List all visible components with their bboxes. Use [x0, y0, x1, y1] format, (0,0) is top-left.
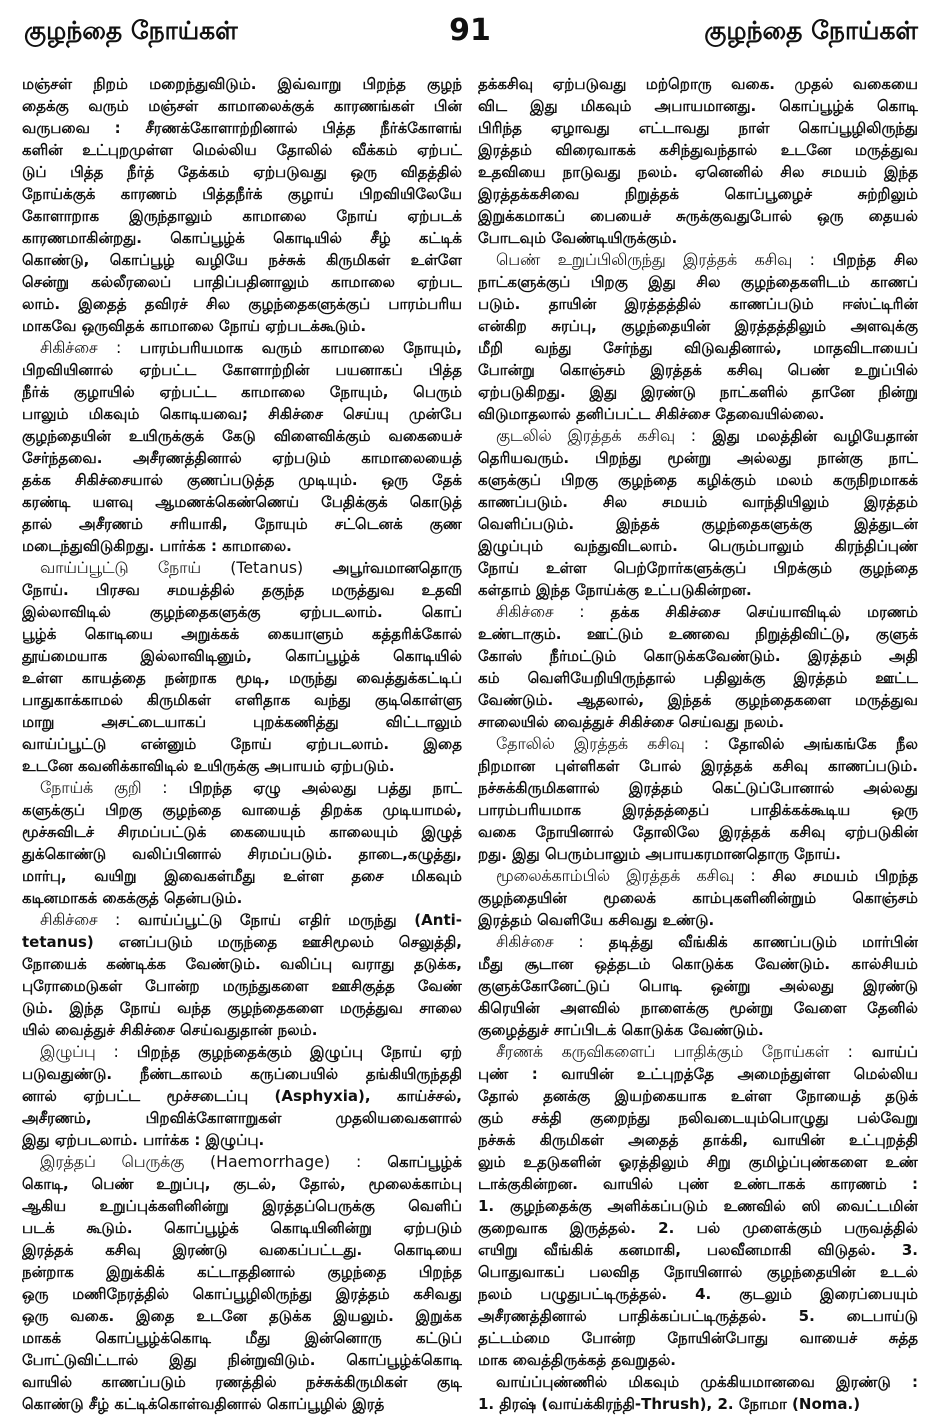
text-line — [22, 139, 462, 161]
line-text: உதவியை நாடுவது நலம். ஏனெனில் சில சமயம் இந்த — [478, 163, 918, 181]
text-line — [478, 205, 918, 227]
line-text: நீர்க் குழாயில் ஏற்பட்ட காமாலை நோயும், பெரும் — [22, 383, 462, 401]
line-text: பிரிந்த ஏழாவது எட்டாவது நாள் கொப்பூழிலிருந்து — [478, 119, 918, 137]
text-line — [22, 953, 462, 975]
text-line — [478, 403, 918, 425]
line-text: இது மலத்தின் வழியேதான் — [696, 427, 918, 445]
text-line — [478, 931, 918, 953]
line-text: வாய்ப்பூட்டு நோய் எதிர் மருந்து (Anti- — [120, 911, 462, 929]
line-text: படக் கூடும். கொப்பூழ்க் கொடியினின்று ஏற்படும் — [22, 1219, 462, 1237]
text-line — [22, 447, 462, 469]
text-line — [478, 161, 918, 183]
text-line — [22, 271, 462, 293]
text-line — [478, 821, 918, 843]
line-text: இரத்தம் வெளியே கசிவது உண்டு. — [478, 911, 715, 929]
text-line — [22, 205, 462, 227]
text-line — [478, 1041, 918, 1063]
text-line — [478, 139, 918, 161]
line-text: றது. இது பெரும்பாலும் அபாயகரமானதொரு நோய். — [478, 845, 841, 863]
page-number: 91 — [449, 13, 491, 48]
paragraph — [22, 1151, 462, 1415]
paragraph-heading: வாய்ப்பூட்டு நோய் (Tetanus) — [40, 558, 304, 577]
line-text: பாதுகாக்காமல் கிருமிகள் எளிதாக வந்து குடிகொள்ளு — [22, 691, 462, 709]
text-line — [478, 799, 918, 821]
text-line — [478, 183, 918, 205]
line-text: குழைத்துச் சாப்பிடக் கொடுக்க வேண்டும். — [478, 1021, 764, 1039]
line-text: பிறந்த குழந்தைக்கும் இழுப்பு நோய் ஏற் — [118, 1043, 462, 1061]
line-text: லாம். இதைத் தவிரச் சில குழந்தைகளுக்குப் பாரம்பரிய — [22, 295, 462, 313]
text-line — [478, 535, 918, 557]
paragraph — [22, 337, 462, 557]
text-line — [478, 1349, 918, 1371]
line-text: வேண்டும். ஆதலால், இந்தக் குழந்தைகளை மருத்துவ — [478, 691, 918, 709]
text-line — [478, 1261, 918, 1283]
text-line — [22, 293, 462, 315]
line-text: tetanus) எனப்படும் மருந்தை ஊசிமூலம் செலுத்தி, — [22, 933, 462, 951]
text-line — [22, 799, 462, 821]
text-line — [478, 711, 918, 733]
paragraph — [22, 1041, 462, 1151]
line-text: குழந்தையின் மூலைக் காம்புகளினின்றும் கொஞ்சம் — [478, 889, 918, 907]
line-text: கள்தாம் இந்த நோய்க்கு உட்படுகின்றன. — [478, 581, 752, 599]
line-text: துக்கொண்டு வலிப்பினால் சிரமப்படும். தாடை,கழுத்து, — [22, 845, 462, 863]
paragraph — [478, 1371, 918, 1415]
line-text: மடைந்துவிடுகிறது. பார்க்க : காமாலை. — [22, 537, 292, 555]
line-text: வெளிப்படும். இந்தக் குழந்தைகளுக்கு இத்துடன் — [478, 515, 918, 533]
line-text: கோளாறாக இருந்தாலும் காமாலை நோய் ஏற்படக் — [22, 207, 462, 225]
text-line — [478, 1327, 918, 1349]
text-line — [22, 1283, 462, 1305]
text-line — [478, 425, 918, 447]
line-text: மஞ்சள் நிறம் மறைந்துவிடும். இவ்வாறு பிறந்த குழந் — [22, 75, 462, 93]
line-text: கொடி, பெண் உறுப்பு, குடல், தோல், மூலைக்காம்பு — [22, 1175, 462, 1193]
line-text: பிறந்த சில — [814, 251, 918, 269]
line-text: பாரம்பரியமாக இரத்தத்தைப் பாதிக்கக்கூடிய ஒரு — [478, 801, 918, 819]
line-text: வாய்ப் — [852, 1043, 918, 1061]
line-text: யில் வைத்துச் சிகிச்சை செய்வதுதான் நலம். — [22, 1021, 318, 1039]
text-line — [22, 1261, 462, 1283]
text-line — [22, 513, 462, 535]
text-line — [22, 843, 462, 865]
text-line — [22, 535, 462, 557]
text-line — [478, 579, 918, 601]
line-text: உள்ள காயத்தை நன்றாக மூடி, மருந்து வைத்துக்கட்டிப் — [22, 669, 462, 687]
line-text: தால் அசீரணம் சரியாகி, நோயும் சட்டெனக் குண — [22, 515, 462, 533]
text-line — [22, 733, 462, 755]
text-line — [22, 931, 462, 953]
text-line — [478, 667, 918, 689]
text-line — [478, 1063, 918, 1085]
line-text: நோய். பிரசவ சமயத்தில் தகுந்த மருத்துவ உதவி — [22, 581, 462, 599]
line-text: பொதுவாகப் பலவித நோயினால் குழந்தையின் உடல் — [478, 1263, 918, 1281]
paragraph — [478, 733, 918, 865]
line-text: இது ஏற்படலாம். பார்க்க : இழுப்பு. — [22, 1131, 265, 1149]
line-text: ஒரு மணிநேரத்தில் கொப்பூழிலிருந்து இரத்தம் கசிவது — [22, 1285, 462, 1303]
text-line — [22, 359, 462, 381]
paragraph — [478, 865, 918, 931]
text-line — [22, 909, 462, 931]
line-text: லும் உதடுகளின் ஓரத்திலும் சிறு குமிழ்ப்புண்களை உண் — [478, 1153, 918, 1171]
line-text: கிரெயின் அளவில் நாளைக்கு மூன்று வேளை தேனில் — [478, 999, 918, 1017]
line-text: டாக்குகின்றன. வாயில் புண் உண்டாகக் காரணம் : — [478, 1175, 918, 1193]
line-text: விட இது மிகவும் அபாயமானது. கொப்பூழ்க் கொடி — [478, 97, 918, 115]
paragraph-heading: மூலைக்காம்பில் இரத்தக் கசிவு : — [496, 866, 756, 885]
line-text: கம் வெளியேறியிருந்தால் பதிலுக்கு இரத்தம் ஊட்ட — [478, 669, 918, 687]
line-text: மாக வைத்திருக்கத் தவறுதல். — [478, 1351, 677, 1369]
line-text: சென்று கல்லீரலைப் பாதிப்பதினாலும் காமாலை ஏற்பட — [22, 273, 462, 291]
text-line — [478, 843, 918, 865]
line-text: அபூர்வமானதொரு — [303, 559, 462, 577]
paragraph-heading: நோய்க் குறி : — [40, 778, 168, 797]
text-line — [478, 1239, 918, 1261]
text-line — [478, 1107, 918, 1129]
paragraph-heading: சிகிச்சை : — [496, 932, 584, 951]
line-text: போன்று கொஞ்சம் இரத்தக் கசிவு பெண் உறுப்பில் — [478, 361, 918, 379]
text-line — [478, 1085, 918, 1107]
text-line — [478, 1173, 918, 1195]
paragraph — [22, 73, 462, 337]
line-text: வாய்ப்பூட்டு என்னும் நோய் ஏற்படலாம். இதை — [22, 735, 462, 753]
text-line — [478, 469, 918, 491]
text-line — [22, 1217, 462, 1239]
text-line — [478, 689, 918, 711]
text-line — [478, 359, 918, 381]
line-text: ஒரு வகை. இதை உடனே தடுக்க இயலும். இறுக்க — [22, 1307, 462, 1325]
paragraph — [22, 557, 462, 777]
paragraph — [478, 931, 918, 1041]
text-line — [22, 183, 462, 205]
text-line — [22, 161, 462, 183]
line-text: தூய்மையாக இல்லாவிடினும், கொப்பூழ்க் கொடியில் — [22, 647, 462, 665]
line-text: போட்டுவிட்டால் இது நின்றுவிடும். கொப்பூழ்க்கொடி — [22, 1351, 462, 1369]
line-text: குளுக்கோனேட்டுப் பொடி ஒன்று அல்லது இரண்டு — [478, 977, 918, 995]
text-line — [22, 1195, 462, 1217]
line-text: சில சமயம் பிறந்த — [755, 867, 918, 885]
line-text: வாய்ப்புண்ணில் மிகவும் முக்கியமானவை இரண்டு : — [496, 1373, 918, 1391]
text-line — [478, 117, 918, 139]
line-text: நோய்க்குக் காரணம் பித்தநீர்க் குழாய் பிறவியிலேயே — [22, 185, 462, 203]
text-line — [22, 95, 462, 117]
line-text: கொண்டு, கொப்பூழ் வழியே நச்சுக் கிருமிகள் உள்ளே — [22, 251, 462, 269]
line-text: இரத்தக்கசிவை நிறுத்தக் கொப்பூழைச் சுற்றிலும் — [478, 185, 918, 203]
line-text: காரணமாகின்றது. கொப்பூழ்க் கொடியில் சீழ் கட்டிக் — [22, 229, 462, 247]
line-text: கரண்டி யளவு ஆமணக்கெண்ணெய் பேதிக்குக் கொடுத் — [22, 493, 462, 511]
line-text: புண் : வாயின் உட்புறத்தே அமைந்துள்ள மெல்லிய — [478, 1065, 918, 1083]
line-text: டும். இந்த நோய் வந்த குழந்தைகளை மருத்துவ சாலை — [22, 999, 462, 1017]
text-line — [22, 73, 462, 95]
line-text: மூச்சுவிடச் சிரமப்பட்டுக் கையையும் காலையும் இழுத் — [22, 823, 462, 841]
text-line — [22, 865, 462, 887]
text-line — [478, 557, 918, 579]
paragraph — [22, 777, 462, 909]
text-line — [22, 1371, 462, 1393]
text-line — [22, 645, 462, 667]
text-line — [478, 337, 918, 359]
line-text: போடவும் வேண்டியிருக்கும். — [478, 229, 678, 247]
line-text: உண்டாகும். ஊட்டும் உணவை நிறுத்திவிட்டு, குளுக் — [478, 625, 918, 643]
text-line — [22, 777, 462, 799]
text-line — [22, 491, 462, 513]
text-line — [22, 425, 462, 447]
line-text: நச்சுக் கிருமிகள் அதைத் தாக்கி, வாயின் உட்புறத்தி — [478, 1131, 918, 1149]
line-text: மாகக் கொப்பூழ்க்கொடி மீது இன்னொரு கட்டுப் — [22, 1329, 462, 1347]
text-line — [478, 733, 918, 755]
text-line — [22, 975, 462, 997]
text-line — [22, 755, 462, 777]
text-line — [22, 689, 462, 711]
line-text: கொப்பூழ்க் — [361, 1153, 462, 1171]
line-text: கோஸ் நீர்மட்டும் கொடுக்கவேண்டும். இரத்தம் அதி — [478, 647, 918, 665]
text-line — [22, 579, 462, 601]
line-text: நன்றாக இறுக்கிக் கட்டாததினால் குழந்தை பிறந்த — [22, 1263, 462, 1281]
text-line — [478, 997, 918, 1019]
line-text: வருபவை : சீரணக்கோளாற்றினால் பித்த நீர்க்கோளங் — [22, 119, 462, 137]
text-line — [22, 1041, 462, 1063]
line-text: டுப் பித்த நீர்த் தேக்கம் ஏற்படுவது ஒரு விதத்தில் — [22, 163, 462, 181]
line-text: தடித்து வீங்கிக் காணப்படும் மார்பின் — [583, 933, 918, 951]
line-text: தக்க சிகிச்சை செய்யாவிடில் மரணம் — [584, 603, 918, 621]
line-text: தக்கசிவு ஏற்படுவது மற்றொரு வகை. முதல் வகையை — [478, 75, 918, 93]
text-line — [22, 337, 462, 359]
text-line — [22, 117, 462, 139]
line-text: குறைவாக இருத்தல். 2. பல் முளைக்கும் பருவத்தில் — [478, 1219, 918, 1237]
text-line — [22, 711, 462, 733]
text-line — [22, 623, 462, 645]
line-text: தெரியவரும். பிறந்து மூன்று அல்லது நான்கு நாட் — [478, 449, 918, 467]
line-text: தோல் தனக்கு இயற்கையாக உள்ள நோயைத் தடுக் — [478, 1087, 918, 1105]
line-text: 1. குழந்தைக்கு அளிக்கப்படும் உணவில் ஸி வைட்டமின் — [478, 1197, 918, 1215]
line-text: 1. திரஷ் (வாய்க்கிரந்தி-Thrush), 2. நோமா (Noma.) — [478, 1395, 861, 1413]
paragraph-heading: சிகிச்சை : — [40, 910, 121, 929]
text-line — [478, 73, 918, 95]
line-text: இறுக்கமாகப் பையைச் சுருக்குவதுபோல் ஒரு தையல் — [478, 207, 918, 225]
text-line — [22, 1173, 462, 1195]
line-text: எயிறு வீங்கிக் கனமாகி, பலவீனமாகி விடுதல். 3. — [478, 1241, 918, 1259]
text-line — [478, 1283, 918, 1305]
paragraph-heading: பெண் உறுப்பிலிருந்து இரத்தக் கசிவு : — [496, 250, 815, 269]
line-text: வகை நோயினால் தோலிலே இரத்தக் கசிவு ஏற்படுகின் — [478, 823, 918, 841]
text-line — [22, 1305, 462, 1327]
line-text: தோலில் அங்கங்கே நீல — [709, 735, 918, 753]
running-head-right: குழந்தை நோய்கள் — [704, 16, 918, 45]
text-line — [478, 1019, 918, 1041]
line-text: இரத்தக் கசிவு இரண்டு வகைப்பட்டது. கொடியை — [22, 1241, 462, 1259]
text-line — [478, 601, 918, 623]
paragraph-heading: குடலில் இரத்தக் கசிவு : — [496, 426, 697, 445]
line-text: மீது சூடான ஒத்தடம் கொடுக்க வேண்டும். கால்சியம் — [478, 955, 918, 973]
line-text: பிறந்த ஏழு அல்லது பத்து நாட் — [167, 779, 462, 797]
paragraph — [478, 73, 918, 249]
line-text: ஏற்படுகிறது. இது இரண்டு நாட்களில் தானே நின்று — [478, 383, 918, 401]
text-line — [22, 1349, 462, 1371]
line-text: காணப்படும். சில சமயம் வாந்தியிலும் இரத்தம் — [478, 493, 918, 511]
line-text: அசீரணம், பிறவிக்கோளாறுகள் முதலியவைகளால் — [22, 1109, 462, 1127]
line-text: தட்டம்மை போன்ற நோயின்போது வாயைச் சுத்த — [478, 1329, 918, 1347]
line-text: பாரம்பரியமாக வரும் காமாலை நோயும், — [121, 339, 462, 357]
line-text: குழந்தையின் உயிருக்குக் கேடு விளைவிக்கும் வகையைச் — [22, 427, 462, 445]
line-text: களின் உட்புறமுள்ள மெல்லிய தோலில் வீக்கம் ஏற்பட் — [22, 141, 462, 159]
text-line — [478, 1151, 918, 1173]
line-text: நாட்களுக்குப் பிறகு இது சில குழந்தைகளிடம் காணப் — [478, 273, 918, 291]
line-text: விடுமாதலால் தனிப்பட்ட சிகிச்சை தேவையில்லை. — [478, 405, 825, 423]
text-line — [478, 95, 918, 117]
line-text: மாறு அசட்டையாகப் புறக்கணித்து விட்டாலும் — [22, 713, 462, 731]
text-line — [22, 821, 462, 843]
text-line — [478, 293, 918, 315]
text-line — [478, 249, 918, 271]
line-text: இரத்தம் விரைவாகக் கசிந்துவந்தால் உடனே மருத்துவ — [478, 141, 918, 159]
text-line — [22, 403, 462, 425]
line-text: களுக்குப் பிறகு குழந்தை கழிக்கும் மலம் கருநிறமாகக் — [478, 471, 918, 489]
text-line — [22, 557, 462, 579]
text-line — [22, 1107, 462, 1129]
text-line — [22, 1019, 462, 1041]
text-line — [478, 513, 918, 535]
text-line — [22, 315, 462, 337]
text-line — [22, 227, 462, 249]
text-line — [22, 1063, 462, 1085]
text-line — [22, 887, 462, 909]
text-line — [478, 975, 918, 997]
line-text: என்கிற சுரப்பு, குழந்தையின் இரத்தத்திலும் அளவுக்கு — [478, 317, 918, 335]
paragraph — [22, 909, 462, 1041]
text-line — [478, 1371, 918, 1393]
text-line — [478, 1217, 918, 1239]
text-line — [22, 381, 462, 403]
text-line — [22, 1239, 462, 1261]
line-text: நோயைக் கண்டிக்க வேண்டும். வலிப்பு வராது தடுக்க, — [22, 955, 462, 973]
paragraph — [478, 425, 918, 601]
running-head-left: குழந்தை நோய்கள் — [24, 16, 238, 45]
line-text: பிறவியினால் ஏற்பட்ட கோளாற்றின் பயனாகப் பித்த — [22, 361, 462, 379]
right-column — [478, 73, 918, 1415]
line-text: நலம் பழுதுபட்டிருத்தல். 4. குடலும் இரைப்பையும் — [478, 1285, 918, 1303]
line-text: கடினமாகக் கைக்குத் தென்படும். — [22, 889, 243, 907]
line-text: னால் ஏற்பட்ட மூச்சடைப்பு (Asphyxia), காய்ச்சல், — [22, 1087, 462, 1105]
text-line — [22, 1327, 462, 1349]
line-text: சேர்ந்தவை. அசீரணத்தினால் ஏற்படும் காமாலையைத் — [22, 449, 462, 467]
text-line — [22, 1129, 462, 1151]
line-text: ஆகிய உறுப்புக்களினின்று இரத்தப்பெருக்கு வெளிப் — [22, 1197, 462, 1215]
text-line — [478, 447, 918, 469]
text-line — [478, 381, 918, 403]
text-line — [478, 645, 918, 667]
text-line — [478, 755, 918, 777]
paragraph-heading: தோலில் இரத்தக் கசிவு : — [496, 734, 710, 753]
text-line — [22, 249, 462, 271]
line-text: மீறி வந்து சேர்ந்து விடுவதினால், மாதவிடாயைப் — [478, 339, 918, 357]
text-line — [478, 623, 918, 645]
text-line — [478, 887, 918, 909]
line-text: மாகவே ஒருவிதக் காமாலை நோய் ஏற்படக்கூடும். — [22, 317, 367, 335]
text-line — [22, 667, 462, 689]
text-line — [478, 1393, 918, 1415]
paragraph-heading: சிகிச்சை : — [496, 602, 585, 621]
paragraph-heading: சிகிச்சை : — [40, 338, 122, 357]
text-line — [22, 469, 462, 491]
text-line — [478, 1305, 918, 1327]
line-text: உடனே கவனிக்காவிடில் உயிருக்கு அபாயம் ஏற்படும். — [22, 757, 395, 775]
line-text: சாலையில் வைத்துச் சிகிச்சை செய்வது நலம். — [478, 713, 785, 731]
text-line — [22, 1085, 462, 1107]
text-line — [478, 315, 918, 337]
paragraph — [478, 249, 918, 425]
line-text: படுவதுண்டு. நீண்டகாலம் கருப்பையில் தங்கியிருந்ததி — [22, 1065, 462, 1083]
text-line — [478, 865, 918, 887]
line-text: கொண்டு சீழ் கட்டிக்கொள்வதினால் கொப்பூழில் இரத் — [22, 1395, 385, 1413]
line-text: மார்பு, வயிறு இவைகள்மீது உள்ள தசை மிகவும் — [22, 867, 462, 885]
paragraph-heading: சீரணக் கருவிகளைப் பாதிக்கும் நோய்கள் : — [496, 1042, 853, 1061]
line-text: களுக்குப் பிறகு குழந்தை வாயைத் திறக்க முடியாமல், — [22, 801, 462, 819]
paragraph-heading: இழுப்பு : — [40, 1042, 119, 1061]
line-text: நிறமான புள்ளிகள் போல் இரத்தக் கசிவு காணப்படும். — [478, 757, 918, 775]
text-line — [478, 271, 918, 293]
paragraph-heading: இரத்தப் பெருக்கு (Haemorrhage) : — [40, 1152, 362, 1171]
text-line — [478, 1195, 918, 1217]
text-line — [478, 909, 918, 931]
line-text: வாயில் காணப்படும் ரணத்தில் நச்சுக்கிருமிகள் குடி — [22, 1373, 462, 1391]
line-text: பாலும் மிகவும் கொடியவை; சிகிச்சை செய்யு முன்பே — [22, 405, 462, 423]
text-line — [478, 777, 918, 799]
paragraph — [478, 601, 918, 733]
text-line — [22, 997, 462, 1019]
line-text: நச்சுக்கிருமிகளால் இரத்தம் கெட்டுப்போனால் அல்லது — [478, 779, 918, 797]
line-text: தைக்கு வரும் மஞ்சள் காமாலைக்குக் காரணங்கள் பின் — [22, 97, 462, 115]
text-line — [478, 953, 918, 975]
text-line — [22, 1393, 462, 1415]
line-text: இழுப்பும் வந்துவிடலாம். பெரும்பாலும் கிரந்திப்புண் — [478, 537, 918, 555]
paragraph — [478, 1041, 918, 1371]
line-text: நோய் உள்ள பெற்றோர்களுக்குப் பிறக்கும் குழந்தை — [478, 559, 918, 577]
text-line — [478, 1129, 918, 1151]
text-line — [22, 601, 462, 623]
line-text: கும் சக்தி குறைந்து நலிவடையும்பொழுது பல்வேறு — [478, 1109, 918, 1127]
line-text: புரோமைடுகள் போன்ற மருந்துகளை ஊசிகுத்த வேண் — [22, 977, 462, 995]
line-text: இல்லாவிடில் குழந்தைகளுக்கு ஏற்படலாம். கொப் — [22, 603, 462, 621]
line-text: பூழ்க் கொடியை அறுக்கக் கையாளும் கத்தரிக்கோல் — [22, 625, 462, 643]
text-line — [478, 491, 918, 513]
text-line — [22, 1151, 462, 1173]
line-text: படும். தாயின் இரத்தத்தில் காணப்படும் ஈஸ்ட்டிரின் — [478, 295, 918, 313]
line-text: தக்க சிகிச்சையால் குணப்படுத்த முடியும். ஒரு தேக் — [22, 471, 462, 489]
left-column — [22, 73, 462, 1415]
line-text: அசீரணத்தினால் பாதிக்கப்பட்டிருத்தல். 5. டைபாய்டு — [478, 1307, 918, 1325]
text-line — [478, 227, 918, 249]
